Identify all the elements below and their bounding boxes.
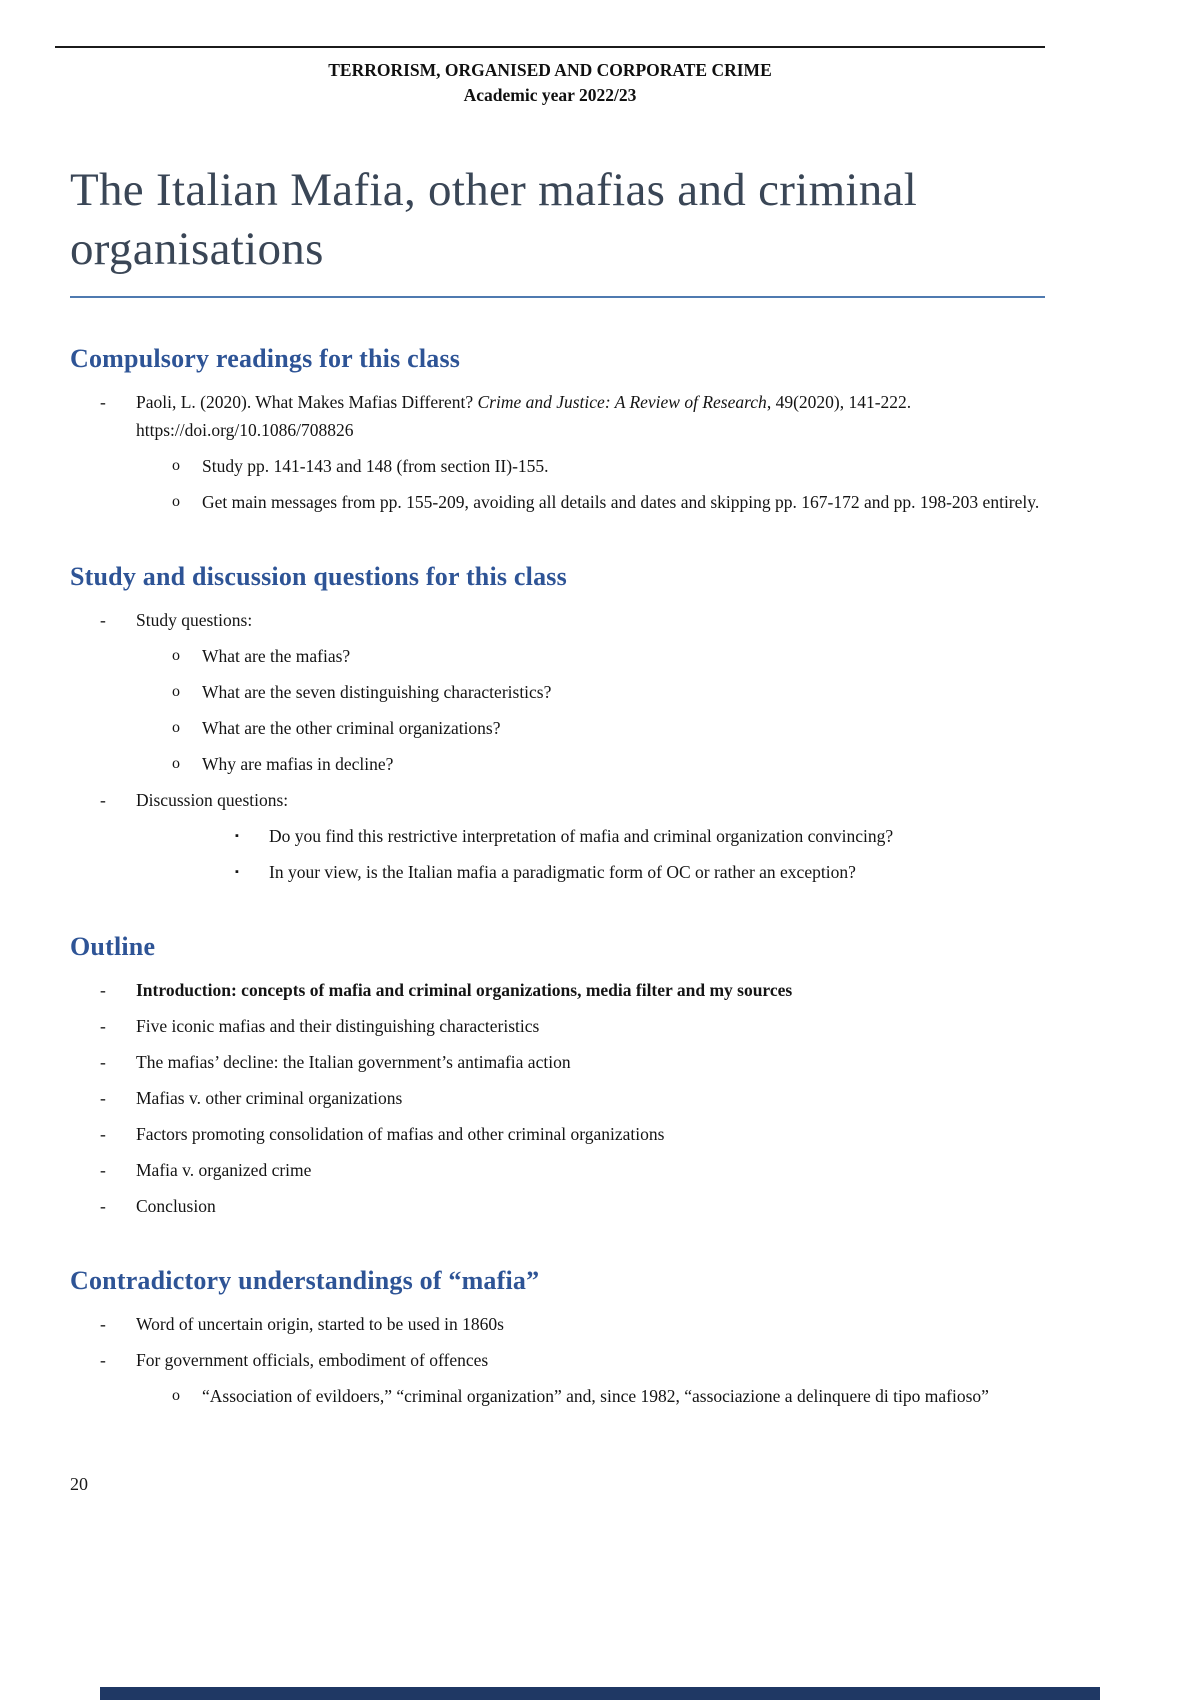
section-heading: Outline (70, 932, 156, 962)
bullet-marker: - (100, 1052, 106, 1073)
list-item (70, 1012, 1045, 1040)
bullet-marker: - (100, 610, 106, 631)
bullet-marker: - (100, 392, 106, 413)
doc-header-line-1: TERRORISM, ORGANISED AND CORPORATE CRIME (328, 60, 772, 80)
text-run: “Association of evildoers,” “criminal organization” and, since 1982, “associazione a delinquere di tipo mafioso” (202, 1386, 989, 1407)
text-run: In your view, is the Italian mafia a paradigmatic form of OC or rather an exception? (269, 862, 856, 883)
item-text (202, 1382, 1045, 1410)
text-run: Why are mafias in decline? (202, 754, 394, 775)
bullet-marker: ▪ (235, 830, 239, 843)
list-item (70, 822, 1045, 850)
list-item (70, 606, 1045, 634)
bullet-marker: o (172, 647, 180, 665)
bullet-marker: - (100, 1196, 106, 1217)
text-run: The mafias’ decline: the Italian government’s antimafia action (136, 1052, 571, 1073)
page-title: The Italian Mafia, other mafias and criminal organisations (70, 161, 1045, 298)
item-text (136, 1310, 1045, 1338)
text-run: Conclusion (136, 1196, 216, 1217)
text-run: Introduction: concepts of mafia and criminal organizations, media filter and my sources (136, 980, 793, 1001)
bullet-marker: - (100, 1350, 106, 1371)
bullet-marker: - (100, 980, 106, 1001)
item-text (202, 750, 1045, 778)
item-text (202, 642, 1045, 670)
list-item (70, 1310, 1045, 1338)
item-text (136, 1012, 1045, 1040)
text-run: Mafia v. organized crime (136, 1160, 312, 1181)
bullet-marker: - (100, 1124, 106, 1145)
list-item (70, 1156, 1045, 1184)
list-item (70, 678, 1045, 706)
text-run: , 49(2020), 141-222. https://doi.org/10.1086/708826 (136, 392, 912, 441)
bullet-marker: - (100, 1314, 106, 1335)
item-text (136, 786, 1045, 814)
text-run: Word of uncertain origin, started to be used in 1860s (136, 1314, 504, 1335)
text-run: Study pp. 141-143 and 148 (from section II)-155. (202, 456, 549, 477)
list-item (70, 1346, 1045, 1374)
item-text (269, 858, 1045, 886)
list-item (70, 388, 1045, 444)
italic-run: Crime and Justice: A Review of Research (477, 392, 767, 413)
item-text (269, 822, 1045, 850)
bullet-marker: - (100, 1016, 106, 1037)
item-text (136, 388, 1045, 444)
list-item (70, 488, 1045, 516)
item-text (202, 678, 1045, 706)
item-text (136, 1192, 1045, 1220)
list-item (70, 1382, 1045, 1410)
bullet-marker: o (172, 683, 180, 701)
item-text (136, 1120, 1045, 1148)
item-text (202, 452, 1045, 480)
bullet-marker: - (100, 1160, 106, 1181)
item-text (136, 1084, 1045, 1112)
footer-bar (100, 1687, 1100, 1700)
text-run: Discussion questions: (136, 790, 289, 811)
list-item (70, 642, 1045, 670)
doc-header (55, 58, 1045, 109)
item-text (136, 1346, 1045, 1374)
list-item (70, 786, 1045, 814)
text-run: Five iconic mafias and their distinguishing characteristics (136, 1016, 540, 1037)
page-number: 20 (70, 1474, 88, 1494)
item-text (136, 1048, 1045, 1076)
item-text (136, 1156, 1045, 1184)
text-run: Do you find this restrictive interpretation of mafia and criminal organization convincing? (269, 826, 894, 847)
bullet-marker: - (100, 1088, 106, 1109)
sections-container (70, 344, 1045, 1410)
list-item (70, 452, 1045, 480)
bullet-marker: - (100, 790, 106, 811)
list-item (70, 714, 1045, 742)
bullet-marker: o (172, 719, 180, 737)
text-run: Paoli, L. (2020). What Makes Mafias Different? (136, 392, 478, 413)
list-item (70, 1120, 1045, 1148)
bullet-marker: o (172, 493, 180, 511)
section-heading: Compulsory readings for this class (70, 344, 461, 374)
list-item (70, 858, 1045, 886)
bullet-marker: o (172, 457, 180, 475)
list-item (70, 1048, 1045, 1076)
text-run: Get main messages from pp. 155-209, avoiding all details and dates and skipping pp. 167-172 and pp. 198-203 entirely. (202, 492, 1040, 513)
item-text (136, 606, 1045, 634)
text-run: Mafias v. other criminal organizations (136, 1088, 403, 1109)
page-content (70, 161, 1045, 1410)
section-heading: Study and discussion questions for this class (70, 562, 567, 592)
item-text (136, 976, 1045, 1004)
bullet-marker: o (172, 755, 180, 773)
item-text (202, 488, 1045, 516)
doc-header-line-2: Academic year 2022/23 (463, 85, 637, 106)
text-run: What are the seven distinguishing characteristics? (202, 682, 552, 703)
header-rule (55, 46, 1045, 48)
bullet-marker: ▪ (235, 866, 239, 879)
text-run: What are the other criminal organizations? (202, 718, 501, 739)
text-run: Factors promoting consolidation of mafias and other criminal organizations (136, 1124, 665, 1145)
bullet-marker: o (172, 1387, 180, 1405)
text-run: What are the mafias? (202, 646, 351, 667)
list-item (70, 750, 1045, 778)
section-heading: Contradictory understandings of “mafia” (70, 1266, 540, 1296)
list-item (70, 1084, 1045, 1112)
list-item (70, 1192, 1045, 1220)
list-item (70, 976, 1045, 1004)
text-run: Study questions: (136, 610, 253, 631)
text-run: For government officials, embodiment of offences (136, 1350, 489, 1371)
item-text (202, 714, 1045, 742)
